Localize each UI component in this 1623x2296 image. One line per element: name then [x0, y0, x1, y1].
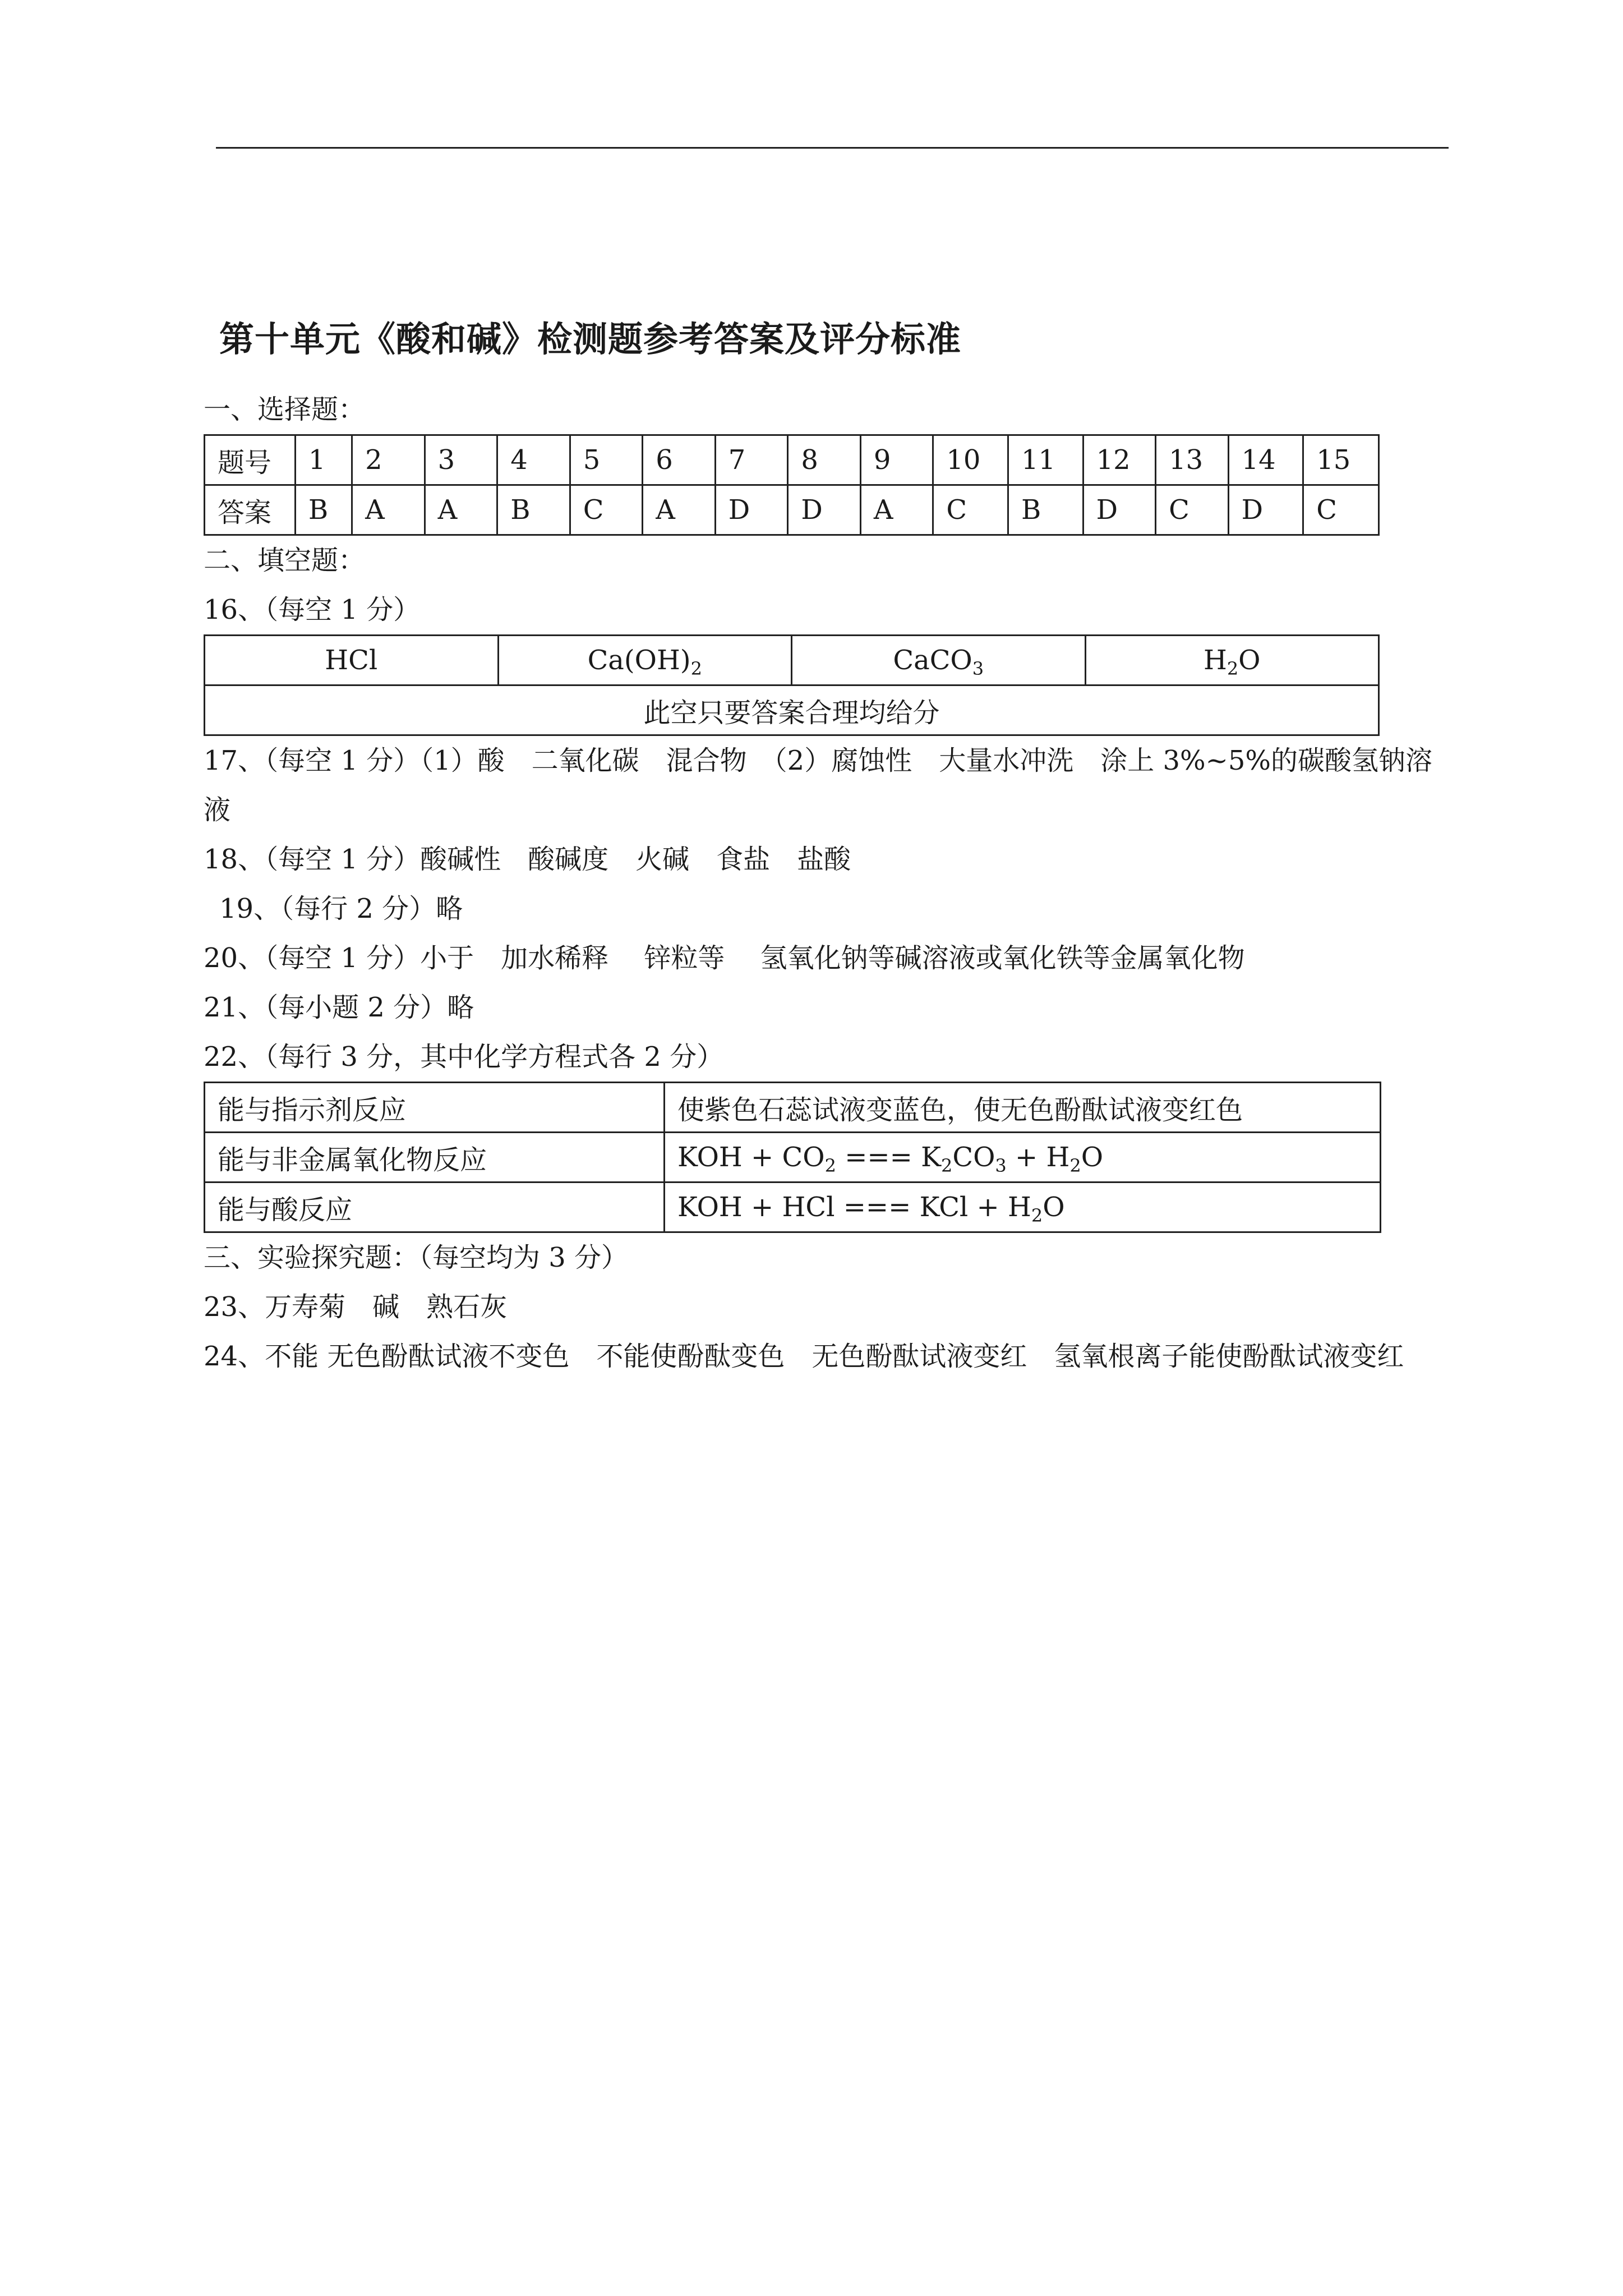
question-number-cell: 10: [933, 435, 1008, 485]
question-number-cell: 13: [1156, 435, 1229, 485]
question-number-cell: 4: [497, 435, 570, 485]
formula-cell-calcium-carbonate: CaCO$_3$: [792, 636, 1086, 685]
answer-cell: C: [933, 485, 1008, 535]
question-20-answer: 20、（每空 1 分）小于 加水稀释 锌粒等 氢氧化钠等碱溶液或氧化铁等金属氧化物: [204, 942, 1245, 974]
question-17-answer: 17、（每空 1 分）（1）酸 二氧化碳 混合物 （2）腐蚀性 大量水冲洗 涂上 3%~5%的碳酸氢钠溶液: [204, 745, 1432, 826]
property-acid: 能与酸反应: [205, 1182, 665, 1232]
answer-cell: B: [295, 485, 352, 535]
table-row: [205, 685, 1379, 735]
question-18-answer: 18、（每空 1 分）酸碱性 酸碱度 火碱 食盐 盐酸: [204, 844, 851, 875]
equation-koh-co2: KOH + $CO_2$ === $K_2CO_3 + H_2O$: [665, 1133, 1381, 1182]
question-number-cell: 8: [788, 435, 861, 485]
answer-cell: A: [352, 485, 425, 535]
question-22-table: [204, 1082, 1381, 1233]
question-22-label: 22、（每行 3 分，其中化学方程式各 2 分）: [204, 1041, 724, 1073]
question-number-cell: 12: [1083, 435, 1156, 485]
answer-cell: C: [1156, 485, 1229, 535]
answer-cell: B: [1008, 485, 1083, 535]
answer-cell: A: [425, 485, 497, 535]
question-16-label: 16、（每空 1 分）: [204, 594, 421, 625]
answer-sheet: [204, 314, 1450, 1381]
property-nonmetal-oxide: 能与非金属氧化物反应: [205, 1133, 665, 1182]
answer-cell: A: [860, 485, 933, 535]
question-number-cell: 14: [1228, 435, 1303, 485]
table-row: [205, 1182, 1381, 1232]
choice-answer-table: [204, 434, 1380, 536]
question-number-cell: 3: [425, 435, 497, 485]
section-experiment-heading: 三、实验探究题：（每空均为 3 分）: [204, 1242, 629, 1273]
answer-cell: A: [643, 485, 716, 535]
row-header-answer: 答案: [205, 485, 296, 535]
table-row-numbers: [205, 435, 1379, 485]
question-24-answer: 24、不能 无色酚酞试液不变色 不能使酚酞变色 无色酚酞试液变红 氢氧根离子能使酚酞试液变红: [204, 1341, 1404, 1372]
section-fill-heading: 二、填空题：: [204, 545, 366, 576]
answer-cell: C: [570, 485, 643, 535]
answer-cell: D: [1083, 485, 1156, 535]
formula-cell-water: $H_2O$: [1085, 636, 1379, 685]
answer-cell: D: [788, 485, 861, 535]
table-row: [205, 1083, 1381, 1133]
answer-cell: D: [1228, 485, 1303, 535]
answer-cell: C: [1303, 485, 1379, 535]
question-number-cell: 1: [295, 435, 352, 485]
table-row: [205, 636, 1379, 685]
question-21-answer: 21、（每小题 2 分）略: [204, 992, 474, 1023]
formula-cell-calcium-hydroxide: $Ca(OH)_2$: [498, 636, 792, 685]
property-indicator: 能与指示剂反应: [205, 1083, 665, 1133]
question-number-cell: 6: [643, 435, 716, 485]
question-number-cell: 7: [715, 435, 788, 485]
header-rule: [216, 147, 1449, 149]
formula-cell-hcl: HCl: [205, 636, 499, 685]
property-indicator-answer: 使紫色石蕊试液变蓝色，使无色酚酞试液变红色: [665, 1083, 1381, 1133]
table-row: [205, 1133, 1381, 1182]
question-number-cell: 11: [1008, 435, 1083, 485]
equation-koh-hcl: KOH + HCl === KCl + $H_2O$: [665, 1182, 1381, 1232]
answer-cell: B: [497, 485, 570, 535]
section-choice-heading: 一、选择题：: [204, 394, 366, 425]
question-23-answer: 23、万寿菊 碱 熟石灰: [204, 1291, 508, 1323]
question-number-cell: 15: [1303, 435, 1379, 485]
question-19-answer: 19、（每行 2 分）略: [219, 893, 463, 924]
row-header-number: 题号: [205, 435, 296, 485]
question-number-cell: 5: [570, 435, 643, 485]
question-16-note: 此空只要答案合理均给分: [205, 685, 1379, 735]
question-number-cell: 9: [860, 435, 933, 485]
table-row-answers: [205, 485, 1379, 535]
question-number-cell: 2: [352, 435, 425, 485]
page-title: 第十单元《酸和碱》检测题参考答案及评分标准: [219, 319, 962, 360]
question-16-table: [204, 634, 1380, 736]
answer-cell: D: [715, 485, 788, 535]
